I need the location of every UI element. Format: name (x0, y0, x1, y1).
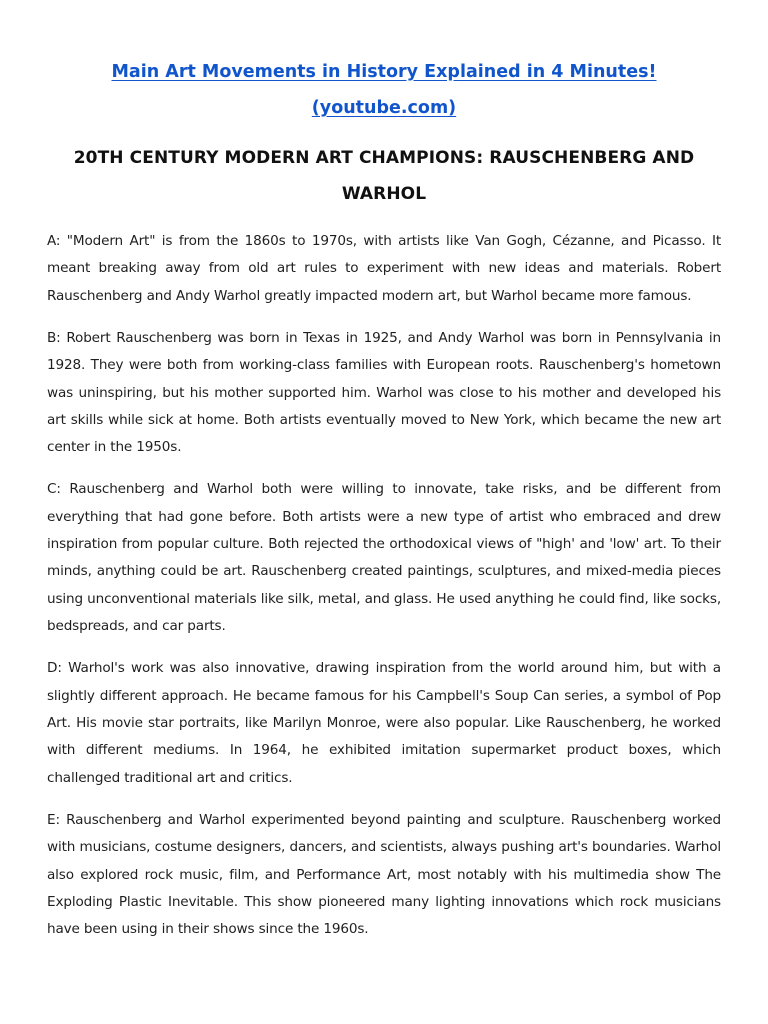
paragraph-a: A: "Modern Art" is from the 1860s to 1970s, with artists like Van Gogh, Cézanne, and Picasso. It meant breaking away from old art rules to experiment with new ideas and materials. Robert Rauschenberg and Andy Warhol greatly impacted modern art, but Warhol became more famous. (47, 233, 721, 304)
video-link-line-2[interactable]: (youtube.com) (311, 98, 457, 118)
video-link[interactable] (47, 54, 721, 126)
page-title (47, 140, 721, 212)
video-link-line-1[interactable]: Main Art Movements in History Explained in 4 Minutes! (111, 62, 657, 82)
page-title-line-2: WARHOL (341, 184, 427, 204)
paragraph-e: E: Rauschenberg and Warhol experimented beyond painting and sculpture. Rauschenberg worked with musicians, costume designers, dancers, and scientists, always pushing art's boundaries. Warhol also explored rock music, film, and Performance Art, most notably with his multimedia show The Exploding Plastic Inevitable. This show pioneered many lighting innovations which rock musicians have been using in their shows since the 1960s. (47, 811, 721, 938)
page-title-line-1: 20TH CENTURY MODERN ART CHAMPIONS: RAUSCHENBERG AND (73, 148, 695, 168)
paragraph-c: C: Rauschenberg and Warhol both were willing to innovate, take risks, and be different from everything that had gone before. Both artists were a new type of artist who embraced and drew inspiration from popular culture. Both rejected the orthodoxical views of "high' and 'low' art. To their minds, anything could be art. Rauschenberg created paintings, sculptures, and mixed-media pieces using unconventional materials like silk, metal, and glass. He used anything he could find, like socks, bedspreads, and car parts. (47, 481, 721, 635)
paragraph-b: B: Robert Rauschenberg was born in Texas in 1925, and Andy Warhol was born in Pennsylvania in 1928. They were both from working-class families with European roots. Rauschenberg's hometown was uninspiring, but his mother supported him. Warhol was close to his mother and developed his art skills while sick at home. Both artists eventually moved to New York, which became the new art center in the 1950s. (47, 329, 721, 456)
paragraph-d: D: Warhol's work was also innovative, drawing inspiration from the world around him, but with a slightly different approach. He became famous for his Campbell's Soup Can series, a symbol of Pop Art. His movie star portraits, like Marilyn Monroe, were also popular. Like Rauschenberg, he worked with different mediums. In 1964, he exhibited imitation supermarket product boxes, which challenged traditional art and critics. (47, 660, 721, 786)
